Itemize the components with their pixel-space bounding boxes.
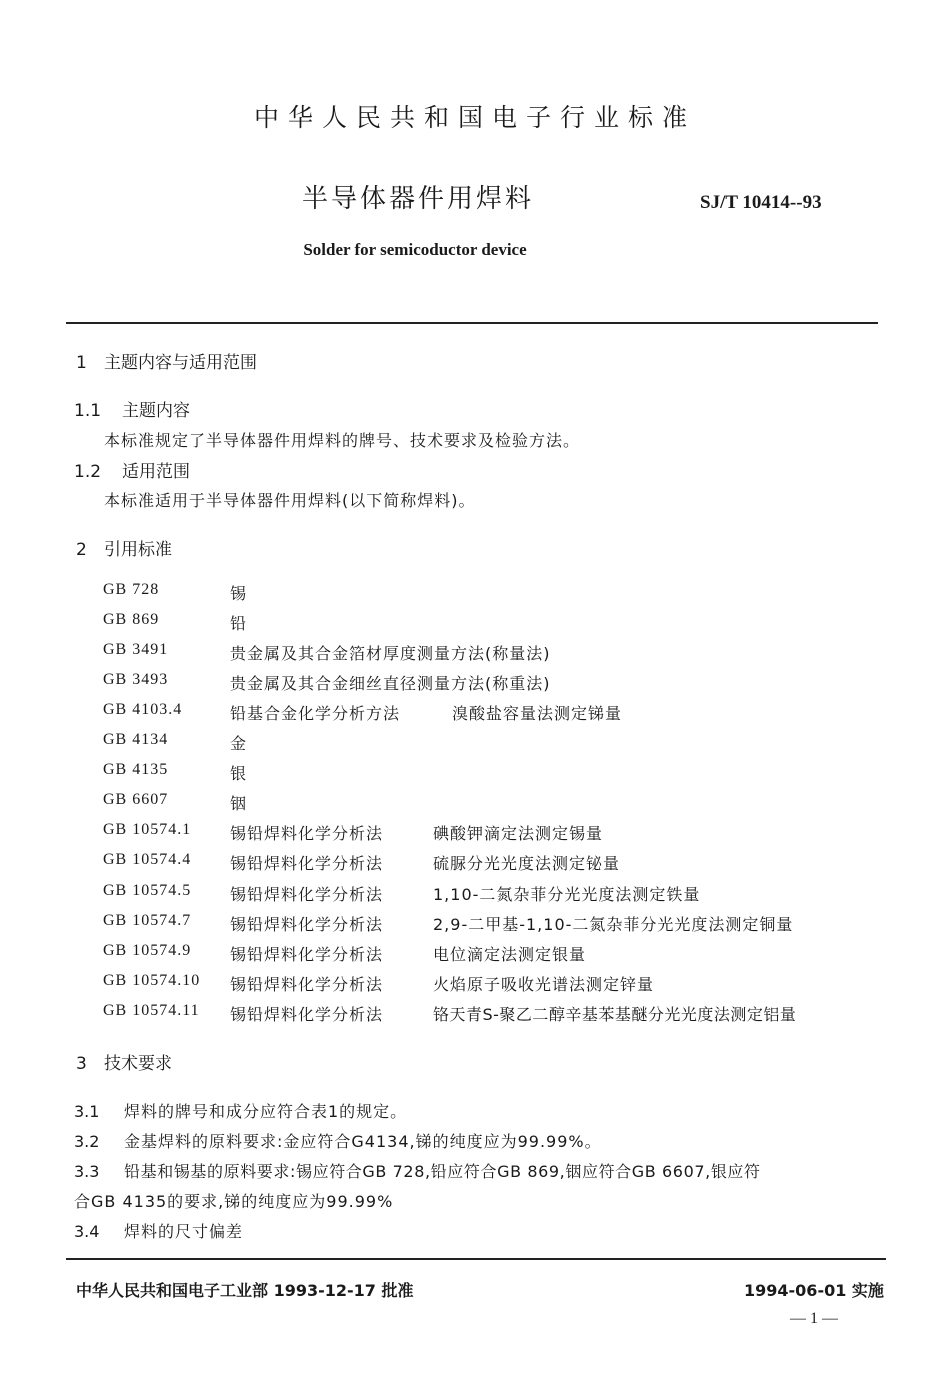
section-3-3 — [74, 1159, 761, 1182]
section-number: 1.2 — [74, 462, 102, 482]
ref-code: GB 4103.4 — [103, 701, 183, 718]
section-2-heading — [76, 535, 172, 560]
section-3-4 — [74, 1219, 243, 1242]
section-number: 1 — [76, 353, 87, 373]
section-number: 3 — [76, 1054, 87, 1074]
ref-title: 锡铅焊料化学分析法 — [230, 915, 384, 934]
section-title: 引用标准 — [104, 540, 172, 560]
ref-title: 铅基合金化学分析方法 — [230, 704, 401, 723]
ref-code: GB 4135 — [103, 761, 169, 778]
section-title: 技术要求 — [104, 1054, 172, 1074]
ref-code: GB 10574.9 — [103, 942, 192, 959]
section-3-2 — [74, 1129, 602, 1152]
section-3-3-continuation: 合GB 4135的要求,锑的纯度应为99.99% — [74, 1192, 394, 1211]
top-divider — [66, 322, 878, 324]
section-text: 焊料的牌号和成分应符合表1的规定。 — [124, 1102, 408, 1121]
ref-code: GB 10574.11 — [103, 1002, 200, 1019]
section-number: 1.1 — [74, 401, 102, 421]
ref-code: GB 6607 — [103, 791, 169, 808]
ref-title: 锡铅焊料化学分析法 — [230, 945, 384, 964]
section-1-1-text: 本标准规定了半导体器件用焊料的牌号、技术要求及检验方法。 — [104, 431, 581, 450]
ref-title: 铅 — [230, 614, 248, 633]
ref-title: 锡 — [230, 584, 248, 603]
ref-method: 电位滴定法测定银量 — [433, 945, 587, 964]
ref-code: GB 4134 — [103, 731, 169, 748]
ref-method: 碘酸钾滴定法测定锡量 — [433, 824, 604, 843]
ref-title: 锡铅焊料化学分析法 — [230, 824, 384, 843]
ref-code: GB 3493 — [103, 671, 169, 688]
ref-code: GB 869 — [103, 611, 160, 628]
ref-code: GB 10574.1 — [103, 821, 192, 838]
section-number: 3.3 — [74, 1162, 100, 1181]
ref-method: 火焰原子吸收光谱法测定锌量 — [433, 975, 655, 994]
standard-code: SJ/T 10414--93 — [700, 192, 822, 213]
ref-title: 贵金属及其合金细丝直径测量方法(称重法) — [230, 674, 551, 693]
section-title: 主题内容与适用范围 — [104, 353, 257, 373]
section-text: 金基焊料的原料要求:金应符合G4134,锑的纯度应为99.99%。 — [124, 1132, 602, 1151]
ref-title: 锡铅焊料化学分析法 — [230, 854, 384, 873]
page-number: — 1 — — [790, 1310, 838, 1327]
approval-date: 中华人民共和国电子工业部 1993-12-17 批准 — [76, 1281, 414, 1300]
ref-title: 贵金属及其合金箔材厚度测量方法(称量法) — [230, 644, 551, 663]
section-1-2-text: 本标准适用于半导体器件用焊料(以下简称焊料)。 — [104, 491, 476, 510]
ref-code: GB 728 — [103, 581, 160, 598]
section-1-1-heading — [74, 396, 190, 421]
section-number: 3.1 — [74, 1102, 100, 1121]
ref-method: 铬天青S-聚乙二醇辛基苯基醚分光光度法测定铝量 — [433, 1005, 797, 1024]
section-title: 主题内容 — [122, 401, 190, 421]
ref-title: 铟 — [230, 794, 248, 813]
ref-method: 2,9-二甲基-1,10-二氮杂菲分光光度法测定铜量 — [433, 915, 794, 934]
doc-title: 半导体器件用焊料 — [301, 184, 534, 214]
section-title: 适用范围 — [122, 462, 190, 482]
ref-code: GB 3491 — [103, 641, 169, 658]
bottom-divider — [66, 1258, 886, 1260]
ref-method: 溴酸盐容量法测定锑量 — [452, 704, 623, 723]
ref-code: GB 10574.10 — [103, 972, 201, 989]
section-number: 3.4 — [74, 1222, 100, 1241]
section-1-2-heading — [74, 457, 190, 482]
ref-method: 1,10-二氮杂菲分光光度法测定铁量 — [433, 885, 701, 904]
section-1-heading — [76, 348, 257, 373]
ref-method: 硫脲分光光度法测定铋量 — [433, 854, 621, 873]
section-number: 2 — [76, 540, 87, 560]
ref-code: GB 10574.4 — [103, 851, 192, 868]
ref-code: GB 10574.5 — [103, 882, 192, 899]
section-3-1 — [74, 1099, 407, 1122]
english-title: Solder for semicoductor device — [303, 240, 527, 259]
section-3-heading — [76, 1049, 172, 1074]
ref-code: GB 10574.7 — [103, 912, 192, 929]
section-text: 焊料的尺寸偏差 — [124, 1222, 244, 1241]
org-title: 中华人民共和国电子行业标准 — [253, 103, 696, 132]
ref-title: 锡铅焊料化学分析法 — [230, 885, 384, 904]
ref-title: 锡铅焊料化学分析法 — [230, 1005, 384, 1024]
section-text: 铅基和锡基的原料要求:锡应符合GB 728,铅应符合GB 869,铟应符合GB 6607,银应符 — [124, 1162, 761, 1181]
ref-title: 银 — [230, 764, 248, 783]
effective-date: 1994-06-01 实施 — [744, 1281, 884, 1300]
ref-title: 金 — [230, 734, 248, 753]
section-number: 3.2 — [74, 1132, 100, 1151]
ref-title: 锡铅焊料化学分析法 — [230, 975, 384, 994]
